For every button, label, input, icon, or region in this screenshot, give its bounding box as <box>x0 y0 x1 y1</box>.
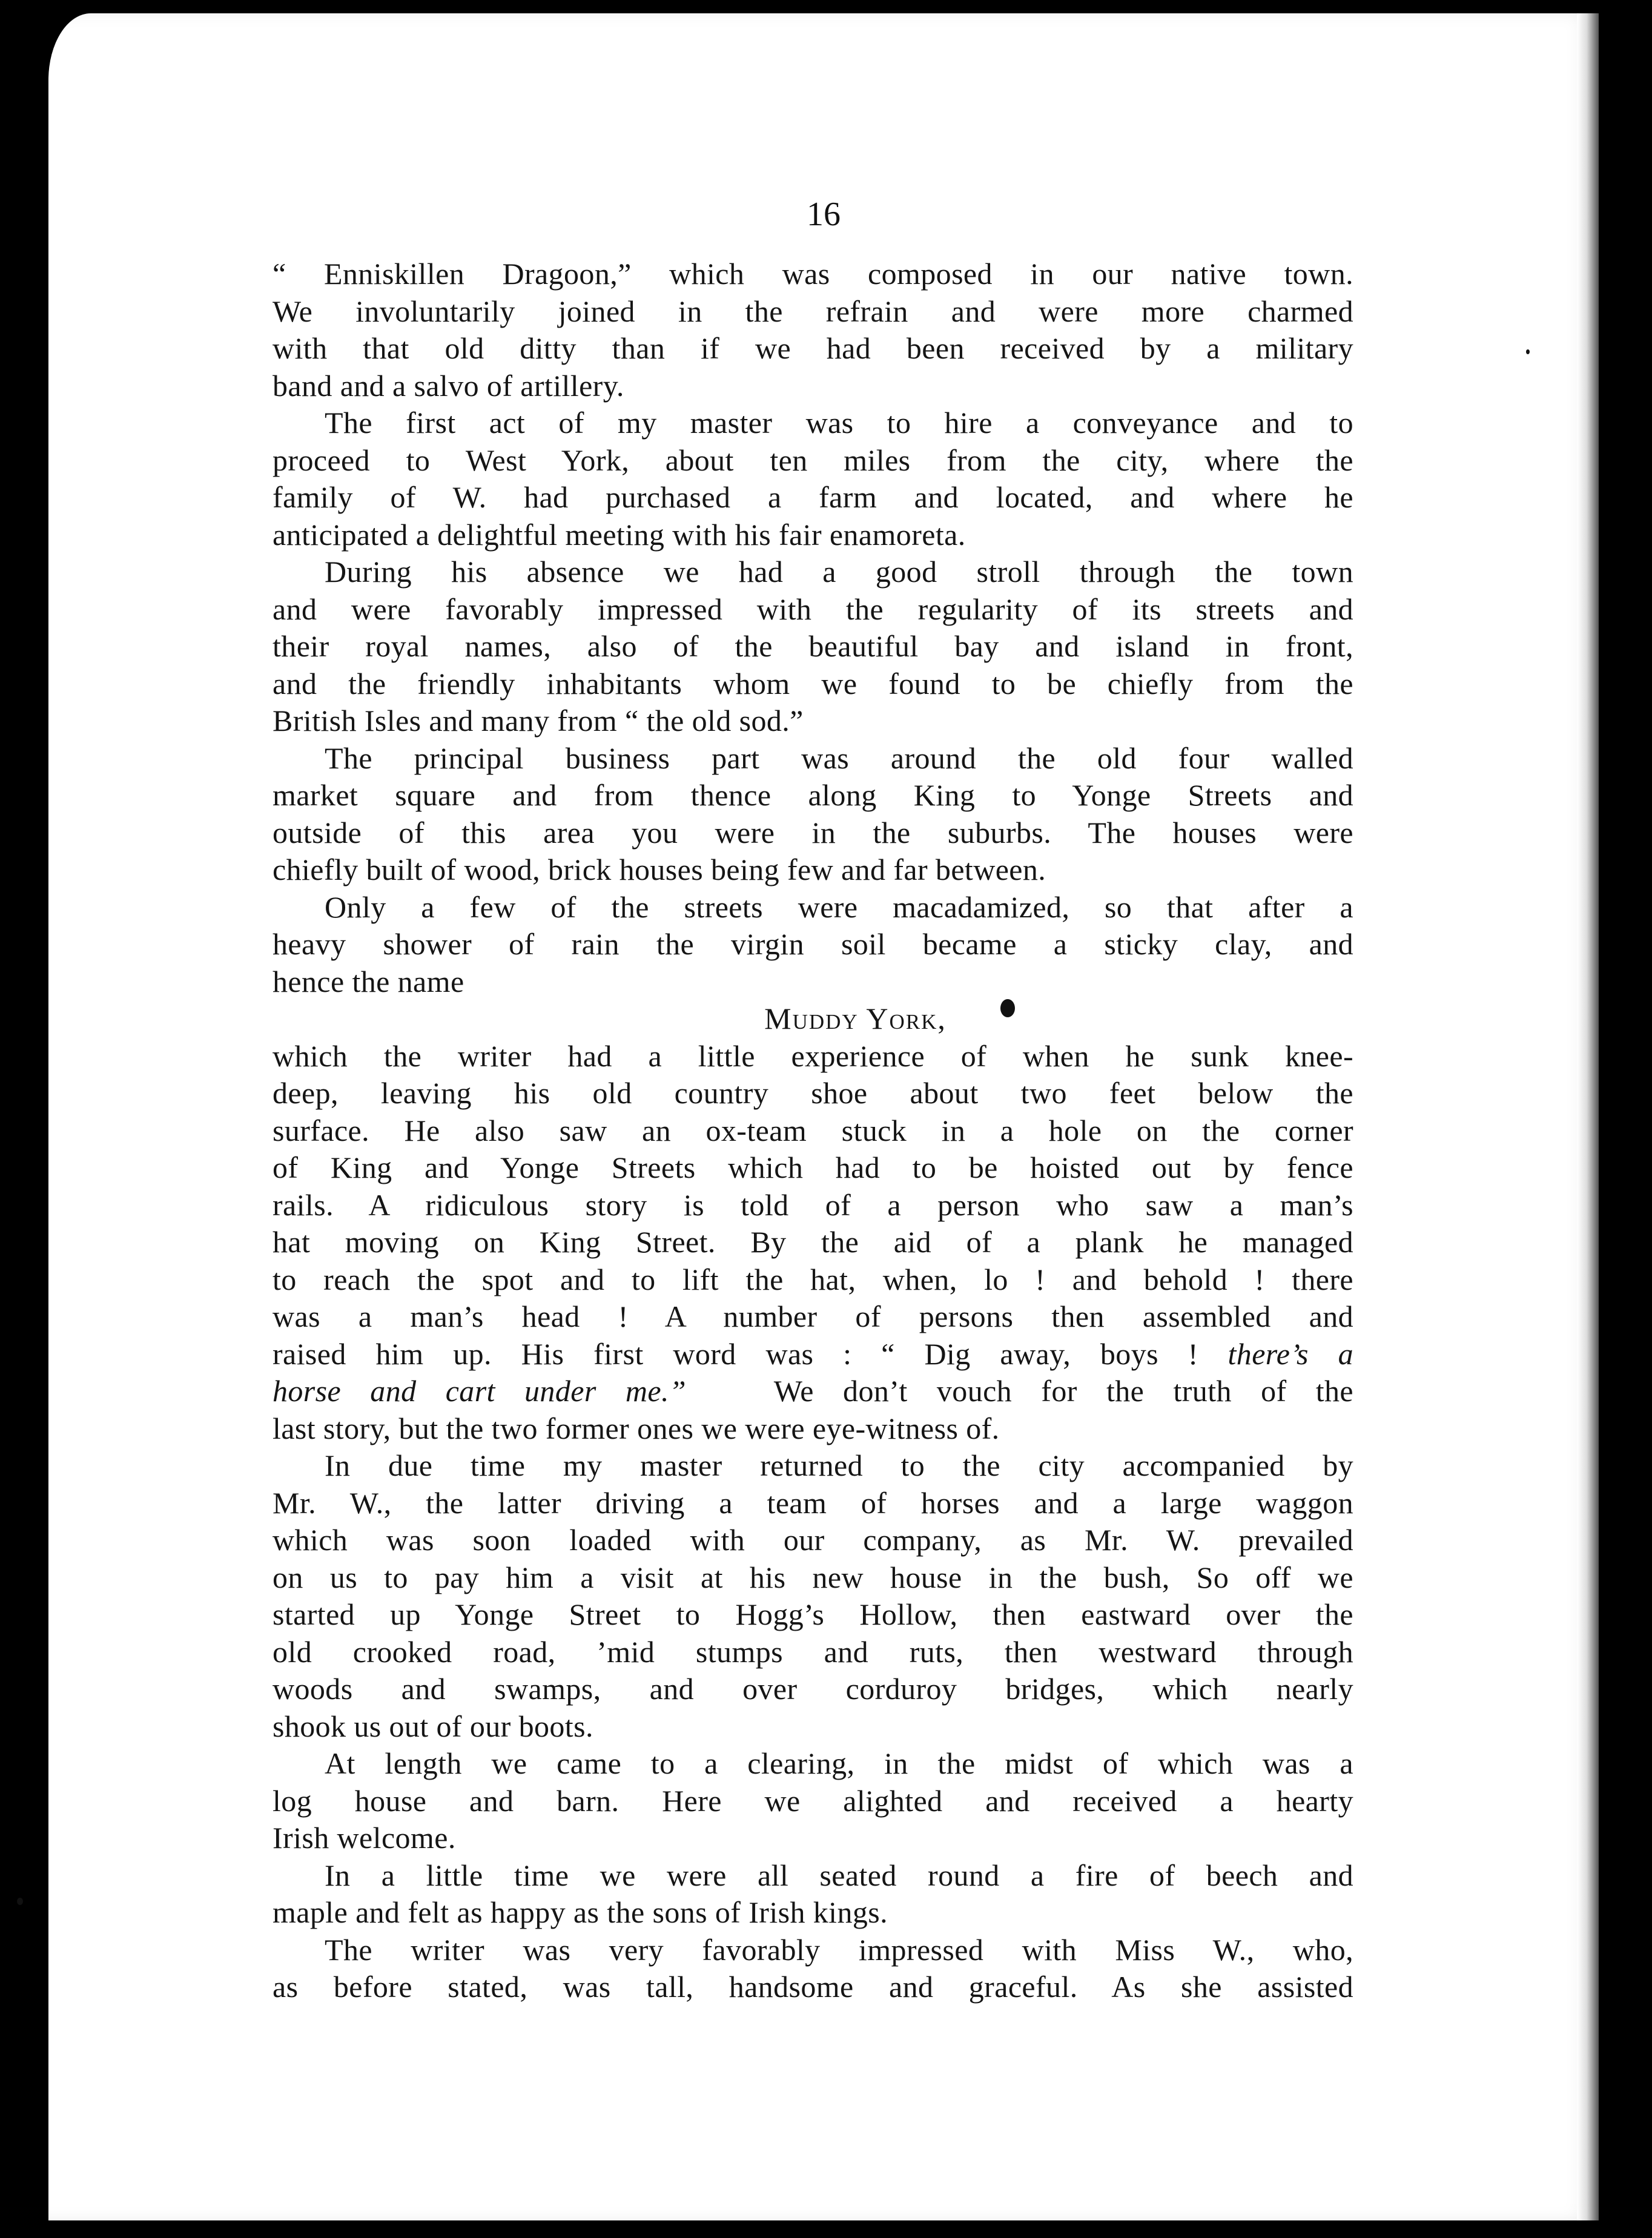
page-number: 16 <box>807 196 841 233</box>
text-line: hat moving on King Street. By the aid of a plank he managed <box>273 1225 1353 1259</box>
text-line: “ Enniskillen Dragoon,” which was composed in our native town. <box>273 257 1353 291</box>
text-line: woods and swamps, and over corduroy bridges, which nearly <box>273 1672 1353 1706</box>
text-line: on us to pay him a visit at his new house in the bush, So off we <box>273 1560 1353 1594</box>
text-line: log house and barn. Here we alighted and received a hearty <box>273 1783 1353 1818</box>
text-line: with that old ditty than if we had been received by a military <box>273 331 1353 365</box>
text-line: started up Yonge Street to Hogg’s Hollow, then eastward over the <box>273 1597 1353 1631</box>
text-line <box>273 1336 1353 1373</box>
text-line: of King and Yonge Streets which had to be hoisted out by fence <box>273 1150 1353 1184</box>
text-line: to reach the spot and to lift the hat, when, lo ! and behold ! there <box>273 1262 1353 1296</box>
text-line: The writer was very favorably impressed with Miss W., who, <box>325 1932 1353 1967</box>
section-heading: Muddy York, <box>764 1002 947 1035</box>
text-line: outside of this area you were in the suburbs. The houses were <box>273 815 1353 850</box>
text-line: surface. He also saw an ox-team stuck in a hole on the corner <box>273 1113 1353 1147</box>
italic-segment: there’s a <box>1227 1336 1353 1371</box>
text-line: In a little time we were all seated round a fire of beech and <box>325 1858 1353 1892</box>
text-line: which was soon loaded with our company, as Mr. W. prevailed <box>273 1523 1353 1557</box>
text-line: last story, but the two former ones we were eye-witness of. <box>273 1411 1000 1445</box>
text-line: was a man’s head ! A number of persons then assembled and <box>273 1299 1353 1333</box>
text-line: deep, leaving his old country shoe about two feet below the <box>273 1076 1353 1110</box>
text-line: rails. A ridiculous story is told of a person who saw a man’s <box>273 1187 1353 1222</box>
italic-segment: horse and cart under me.” <box>273 1374 687 1408</box>
book-page <box>48 13 1599 2220</box>
text-line: family of W. had purchased a farm and located, and where he <box>273 480 1353 514</box>
text-line: proceed to West York, about ten miles from the city, where the <box>273 443 1353 477</box>
text-line <box>273 1373 1353 1410</box>
text-line: During his absence we had a good stroll through the town <box>325 555 1353 589</box>
text-line: In due time my master returned to the city accompanied by <box>325 1448 1353 1482</box>
text-line: Irish welcome. <box>273 1821 456 1855</box>
text-line: maple and felt as happy as the sons of Irish kings. <box>273 1895 888 1929</box>
text-line: as before stated, was tall, handsome and graceful. As she assisted <box>273 1970 1353 2004</box>
text-line: British Isles and many from “ the old sod.” <box>273 704 804 738</box>
text-line: shook us out of our boots. <box>273 1709 593 1743</box>
text-line: band and a salvo of artillery. <box>273 368 624 403</box>
body-text <box>273 256 1353 2006</box>
text-line: The principal business part was around the old four walled <box>325 741 1353 775</box>
text-line: and were favorably impressed with the regularity of its streets and <box>273 592 1353 626</box>
text-segment: We don’t vouch for the truth of the <box>773 1374 1354 1408</box>
ink-dot <box>1000 999 1015 1017</box>
text-line: old crooked road, ’mid stumps and ruts, then westward through <box>273 1634 1353 1669</box>
page-edge-shadow <box>1577 13 1599 2220</box>
text-line: At length we came to a clearing, in the midst of which was a <box>325 1746 1353 1780</box>
text-line: and the friendly inhabitants whom we found to be chiefly from the <box>273 666 1353 701</box>
text-line: market square and from thence along King to Yonge Streets and <box>273 778 1353 812</box>
ink-speck <box>17 1898 23 1905</box>
text-line: Only a few of the streets were macadamized, so that after a <box>325 890 1353 924</box>
text-line: heavy shower of rain the virgin soil became a sticky clay, and <box>273 927 1353 961</box>
text-segment: raised him up. His first word was : “ Dig away, boys ! <box>273 1336 1198 1371</box>
text-line: We involuntarily joined in the refrain and were more charmed <box>273 294 1353 328</box>
text-line: hence the name <box>273 964 464 999</box>
text-line: which the writer had a little experience of when he sunk knee- <box>273 1038 1353 1073</box>
text-line: their royal names, also of the beautiful bay and island in front, <box>273 629 1353 663</box>
text-line: The first act of my master was to hire a conveyance and to <box>325 406 1353 440</box>
text-line: anticipated a delightful meeting with his fair enamoreta. <box>273 517 966 552</box>
text-line: Mr. W., the latter driving a team of horses and a large waggon <box>273 1485 1353 1520</box>
ink-speck <box>1526 349 1530 354</box>
text-line: chiefly built of wood, brick houses being few and far between. <box>273 853 1046 886</box>
